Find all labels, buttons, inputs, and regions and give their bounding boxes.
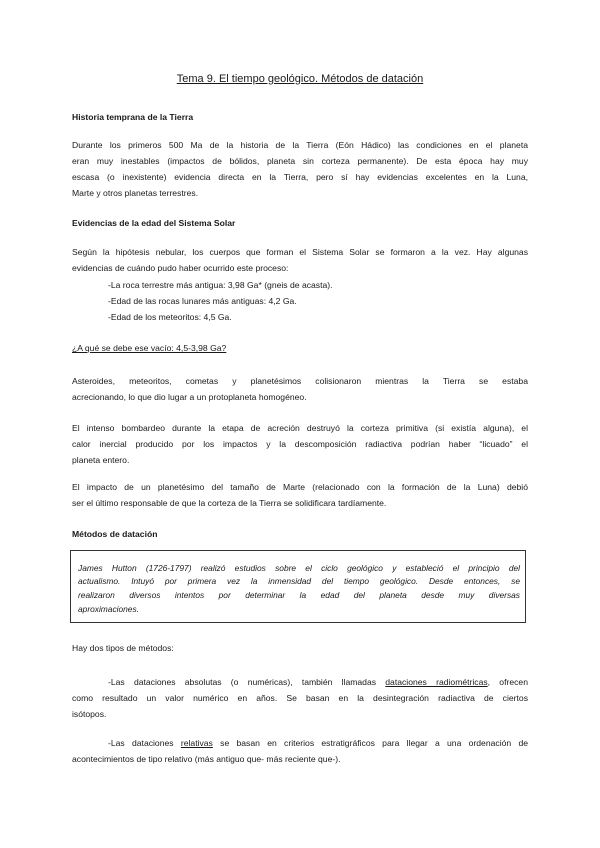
text-line: Según la hipótesis nebular, los cuerpos que forman el Sistema Solar se formaron a la vez. Hay algunas (72, 247, 528, 257)
text-line: Hay dos tipos de métodos: (72, 643, 174, 653)
text-line: El intenso bombardeo durante la etapa de acreción destruyó la corteza primitiva (si existía alguna), el (72, 423, 528, 433)
question-heading: ¿A qué se debe ese vacío: 4,5-3,98 Ga? (72, 343, 227, 353)
box-line: James Hutton (1726-1797) realizó estudios sobre el ciclo geológico y estableció el principio del (78, 563, 520, 573)
text-line: acontecimientos de tipo relativo (más antiguo que- más reciente que-). (72, 754, 341, 764)
text-line: planeta entero. (72, 455, 130, 465)
text: se basan en criterios estratigráficos para llegar a una ordenación de (212, 738, 529, 748)
box-line: aproximaciones. (78, 604, 139, 614)
text-line: Durante los primeros 500 Ma de la historia de la Tierra (Eón Hádico) las condiciones en el planeta (72, 140, 528, 150)
list-item: -La roca terrestre más antigua: 3,98 Ga* (gneis de acasta). (108, 280, 333, 290)
text-line: acrecionando, lo que dio lugar a un protoplaneta homogéneo. (72, 392, 307, 402)
text-line: calor inercial producido por los impactos y la descomposición radiactiva podrían haber “licuado” el (72, 439, 528, 449)
page-title: Tema 9. El tiempo geológico. Métodos de datación (176, 73, 424, 85)
section-heading: Evidencias de la edad del Sistema Solar (72, 218, 236, 228)
text: -Las dataciones absolutas (o numéricas), también llamadas (108, 677, 386, 687)
underlined-term: dataciones radiométricas (385, 677, 488, 687)
list-item: -Edad de los meteoritos: 4,5 Ga. (108, 312, 232, 322)
text-line: Asteroides, meteoritos, cometas y planetésimos colisionaron mientras la Tierra se estaba (72, 376, 528, 386)
text-line: escasa (o inexistente) evidencia directa en la Tierra, pero sí hay evidencias excelentes en la Luna, (72, 172, 528, 182)
text-line: eran muy inestables (impactos de bólidos, planeta sin corteza permanente). De esta época hay muy (72, 156, 528, 166)
text-line: como resultado un valor numérico en años. Se basan en la desintegración radiactiva de ciertos (72, 693, 528, 703)
underlined-term: relativas (180, 738, 213, 748)
text: , ofrecen (487, 677, 528, 687)
text-line: ser el último responsable de que la corteza de la Tierra se solidificara tardíamente. (72, 498, 387, 508)
text-line (108, 676, 528, 688)
section-heading: Historia temprana de la Tierra (72, 112, 194, 122)
box-line: actualismo. Intuyó por primera vez la inmensidad del tiempo geológico. Desde entonces, se (78, 576, 520, 586)
text-line: evidencias de cuándo pudo haber ocurrido este proceso: (72, 263, 289, 273)
text-line: isótopos. (72, 709, 107, 719)
box-line: realizaron diversos intentos por determinar la edad del planeta desde muy diversas (78, 590, 520, 600)
text-line: El impacto de un planetésimo del tamaño de Marte (relacionado con la formación de la Luna) debió (72, 482, 528, 492)
text-line (108, 737, 528, 749)
text: -Las dataciones (108, 738, 181, 748)
section-heading: Métodos de datación (72, 529, 158, 539)
list-item: -Edad de las rocas lunares más antiguas: 4,2 Ga. (108, 296, 297, 306)
text-line: Marte y otros planetas terrestres. (72, 188, 199, 198)
